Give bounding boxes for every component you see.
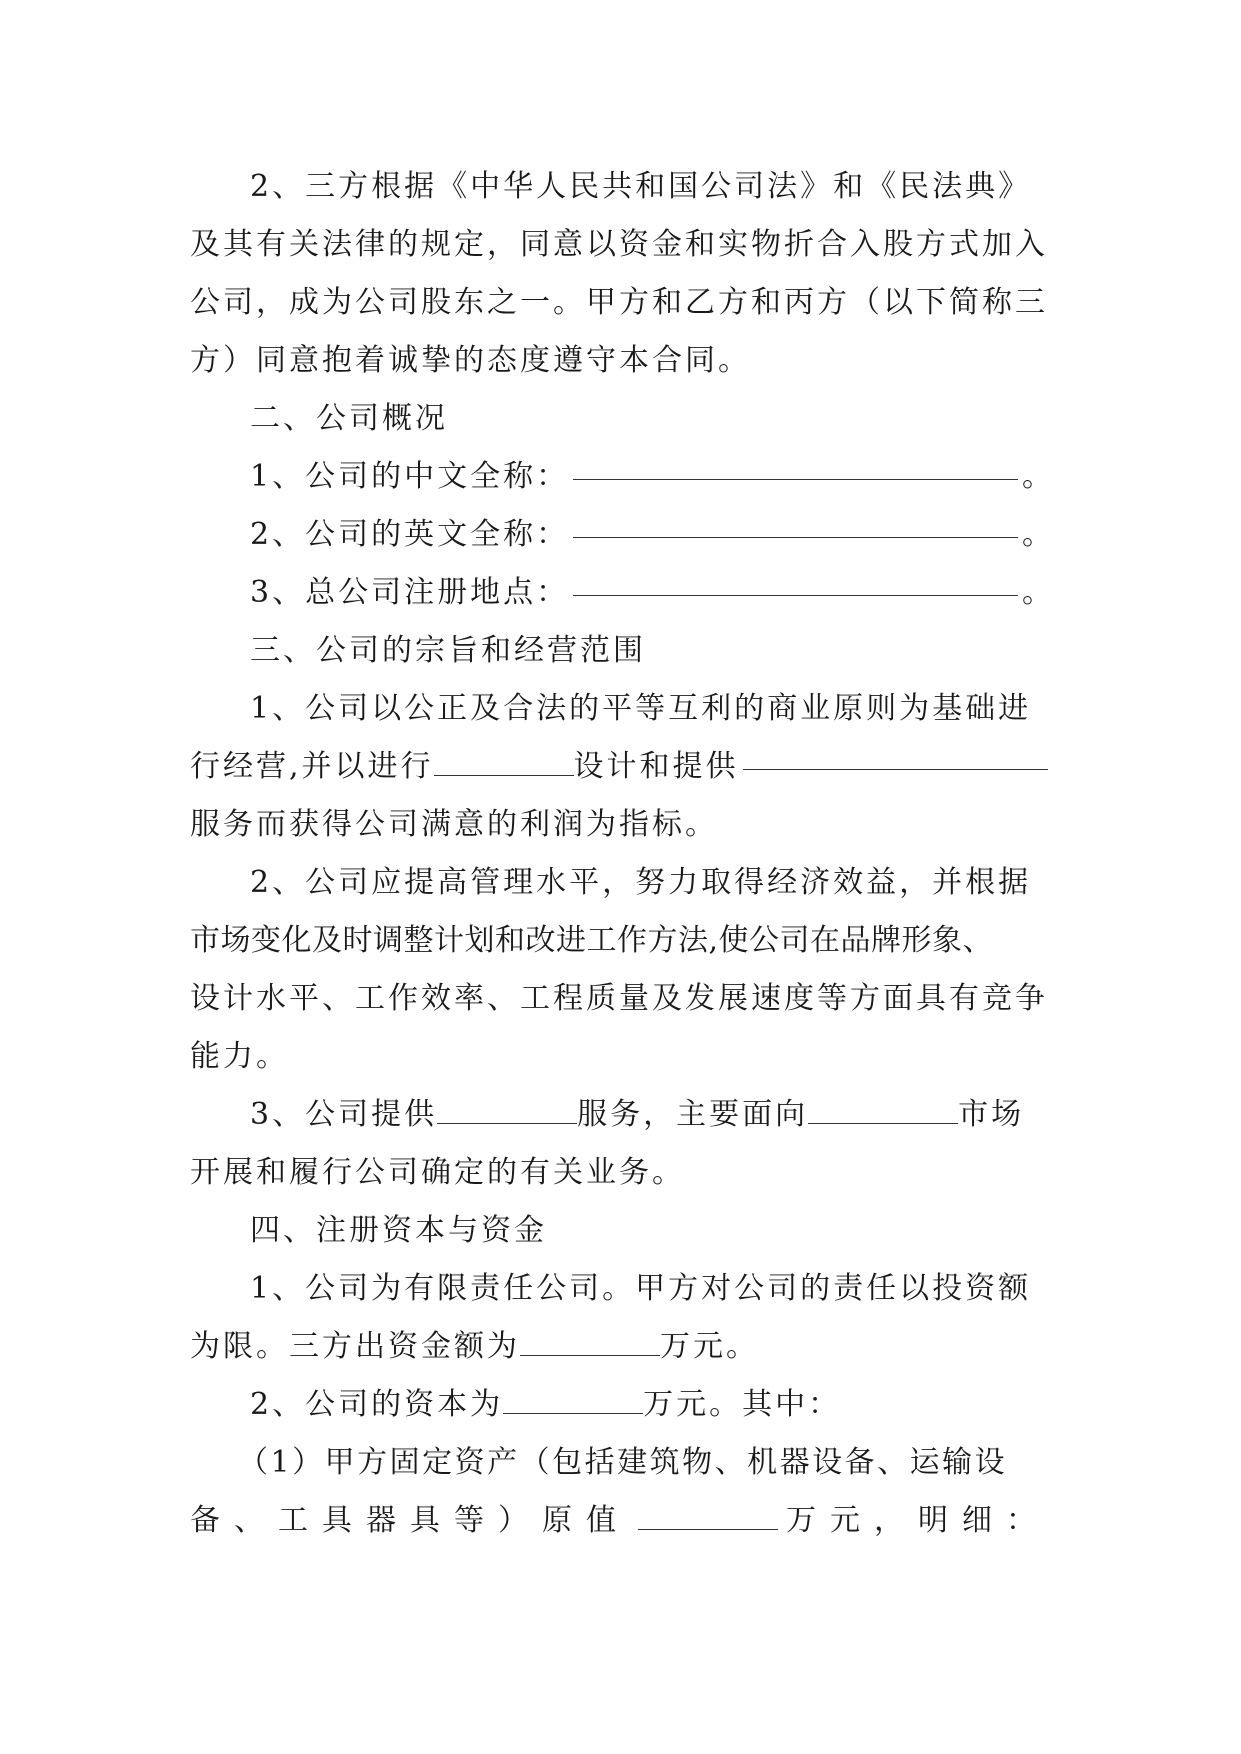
field-english-name bbox=[190, 506, 1052, 564]
scope-1-line-1: 1、公司以公正及合法的平等互利的商业原则为基础进 bbox=[250, 691, 1032, 726]
document-page bbox=[190, 158, 1052, 1550]
section-heading-3: 三、公司的宗旨和经营范围 bbox=[250, 633, 646, 668]
field-chinese-name-blank bbox=[573, 479, 1018, 480]
field-end-mark: 。 bbox=[1022, 459, 1052, 494]
scope-1-text-a: 行经营,并以进行 bbox=[190, 749, 434, 784]
blank-service-field bbox=[743, 769, 1048, 770]
blank-contribution-amount bbox=[520, 1333, 660, 1356]
capital-2-text-b: 万元。其中： bbox=[643, 1387, 842, 1422]
capital-1-text-b: 万元。 bbox=[660, 1329, 759, 1364]
field-end-mark: 。 bbox=[1022, 517, 1052, 552]
field-registered-address-label: 3、总公司注册地点： bbox=[250, 575, 570, 610]
capital-3-line-2 bbox=[190, 1492, 1052, 1550]
scope-2-line-1: 2、公司应提高管理水平，努力取得经济效益，并根据 bbox=[250, 865, 1032, 900]
capital-1-line-1: 1、公司为有限责任公司。甲方对公司的责任以投资额 bbox=[250, 1271, 1032, 1306]
scope-1-line-2 bbox=[190, 738, 1052, 796]
scope-3-text-c: 市场 bbox=[958, 1097, 1025, 1132]
capital-2-line-1 bbox=[190, 1376, 1052, 1434]
scope-2-line-3: 设计水平、工作效率、工程质量及发展速度等方面具有竞争 bbox=[190, 981, 1048, 1016]
blank-original-value bbox=[638, 1507, 778, 1530]
scope-3-text-a: 3、公司提供 bbox=[250, 1097, 438, 1132]
field-english-name-label: 2、公司的英文全称： bbox=[250, 517, 570, 552]
capital-1-text-a: 为限。三方出资金额为 bbox=[190, 1329, 520, 1364]
field-chinese-name bbox=[190, 448, 1052, 506]
section-heading-2: 二、公司概况 bbox=[250, 401, 448, 436]
scope-3-line-1 bbox=[190, 1086, 1052, 1144]
scope-2-line-4: 能力。 bbox=[190, 1039, 289, 1074]
para-1-line-2: 及其有关法律的规定，同意以资金和实物折合入股方式加入 bbox=[190, 227, 1048, 262]
para-1-line-1: 2、三方根据《中华人民共和国公司法》和《民法典》 bbox=[250, 169, 1032, 204]
capital-2-text-a: 2、公司的资本为 bbox=[250, 1387, 504, 1422]
field-end-mark: 。 bbox=[1022, 575, 1052, 610]
field-registered-address-blank bbox=[573, 595, 1018, 596]
scope-1-line-3: 服务而获得公司满意的利润为指标。 bbox=[190, 807, 718, 842]
field-english-name-blank bbox=[573, 537, 1018, 538]
blank-market bbox=[808, 1101, 958, 1124]
para-1-line-3: 公司，成为公司股东之一。甲方和乙方和丙方（以下简称三 bbox=[190, 285, 1048, 320]
capital-3-line-1: （1）甲方固定资产（包括建筑物、机器设备、运输设 bbox=[238, 1445, 1008, 1480]
blank-design-field bbox=[434, 753, 574, 776]
para-1-line-4: 方）同意抱着诚挚的态度遵守本合同。 bbox=[190, 343, 751, 378]
capital-3-text-a: 备、工具器具等）原值 bbox=[190, 1503, 630, 1538]
blank-service-type bbox=[437, 1101, 577, 1124]
scope-3-line-2: 开展和履行公司确定的有关业务。 bbox=[190, 1155, 685, 1190]
scope-2-line-2: 市场变化及时调整计划和改进工作方法,使公司在品牌形象、 bbox=[190, 923, 994, 958]
capital-3-text-b: 万元，明细： bbox=[786, 1503, 1050, 1538]
scope-3-text-b: 服务，主要面向 bbox=[577, 1097, 809, 1132]
blank-capital-amount bbox=[503, 1391, 643, 1414]
scope-1-text-b: 设计和提供 bbox=[573, 749, 739, 784]
field-registered-address bbox=[190, 564, 1052, 622]
capital-1-line-2 bbox=[190, 1318, 1052, 1376]
field-chinese-name-label: 1、公司的中文全称： bbox=[250, 459, 570, 494]
section-heading-4: 四、注册资本与资金 bbox=[250, 1213, 547, 1248]
